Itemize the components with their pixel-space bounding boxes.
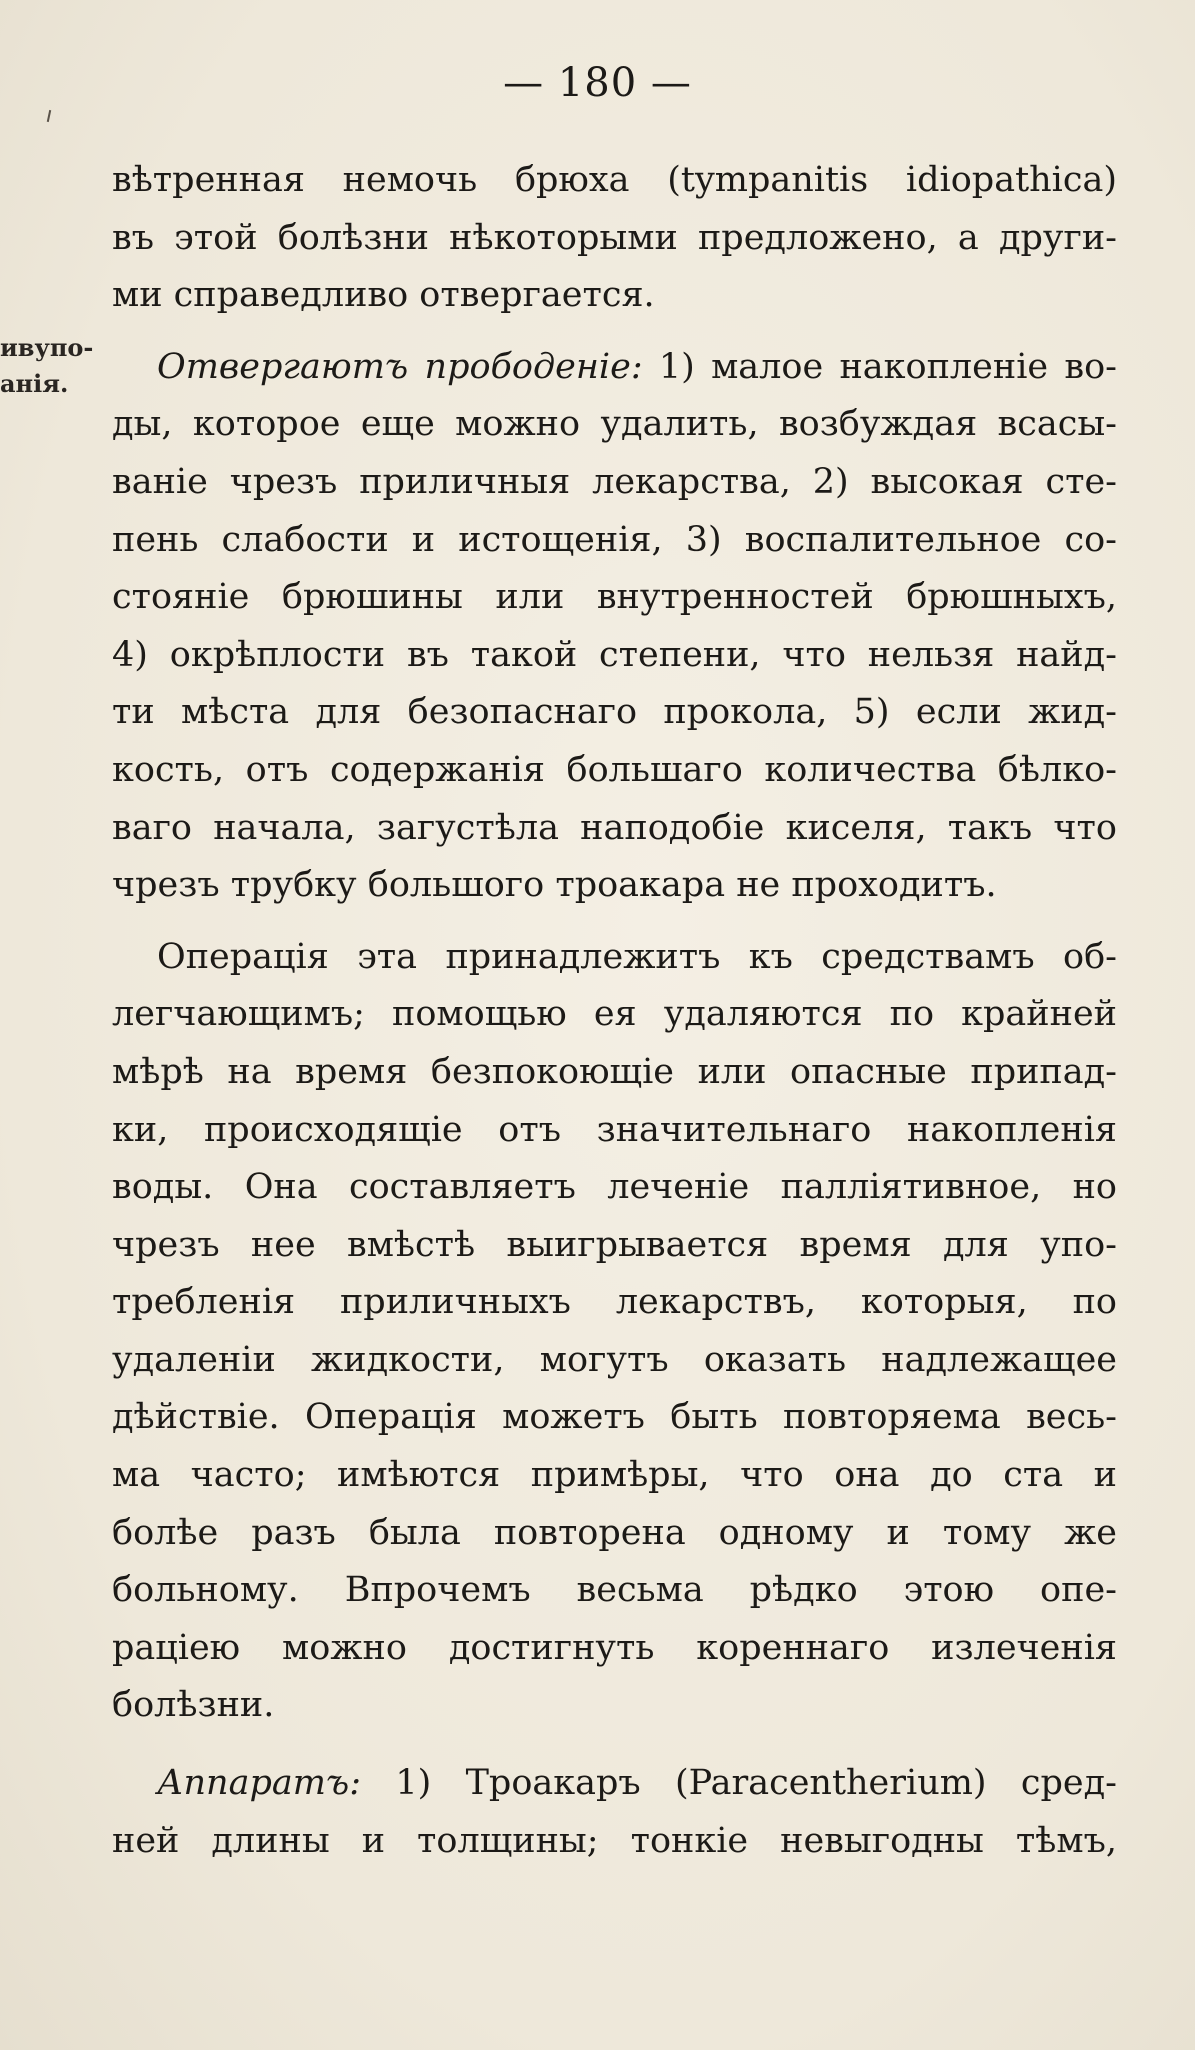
text-line [112,339,1117,397]
text-line: ды, которое еще можно удалить, возбуждая всасы- [112,404,1117,445]
text-line: больному. Впрочемъ весьма рѣдко этою опе- [112,1570,1117,1611]
text-line: ма часто; имѣются примѣры, что она до ста и [112,1455,1117,1496]
text-line: ваго начала, загустѣла наподобіе киселя, такъ что [112,807,1117,848]
italic-lead: Отвергаютъ прободеніе: [157,346,643,387]
text-line: вѣтренная немочь брюха (tympanitis idiopathica) [112,160,1117,200]
body-text [112,152,1117,1870]
margin-note [0,330,94,402]
text-line: ти мѣста для безопаснаго прокола, 5) если жид- [112,692,1117,733]
text-line: кость, отъ содержанія большаго количества бѣлко- [112,749,1117,790]
paragraph [112,339,1117,915]
paragraph [112,152,1117,325]
text-line: стояніе брюшины или внутренностей брюшныхъ, [112,577,1117,618]
text-line: чрезъ нее вмѣстѣ выигрывается время для упо- [112,1224,1117,1265]
ink-mark [47,110,51,122]
text-line: Операція эта принадлежитъ къ средствамъ об- [157,936,1117,977]
text-line: раціею можно достигнуть кореннаго излеченія [112,1627,1117,1668]
page-number: — 180 — [503,60,692,106]
text-line: чрезъ трубку большого троакара не проходитъ. [112,865,997,906]
text-line: 4) окрѣплости въ такой степени, что нельзя найд- [112,634,1117,675]
text-line: дѣйствіе. Операція можетъ быть повторяема весь- [112,1397,1117,1438]
text-run: 1) малое накопленіе во- [642,346,1117,387]
text-line: удаленіи жидкости, могутъ оказать надлежащее [112,1339,1117,1380]
text-line: требленія приличныхъ лекарствъ, которыя, по [112,1282,1117,1323]
text-line: въ этой болѣзни нѣкоторыми предложено, а други- [112,217,1117,258]
margin-note-line: ивупо- [0,333,94,362]
text-line: воды. Она составляетъ леченіе палліятивное, но [112,1167,1117,1208]
italic-lead: Аппаратъ: [157,1763,362,1804]
text-run: 1) Троакаръ (Paracentherium) сред- [361,1763,1117,1804]
margin-note-line: анія. [0,369,69,398]
text-line: пень слабости и истощенія, 3) воспалительное со- [112,519,1117,560]
text-line: ваніе чрезъ приличныя лекарства, 2) высокая сте- [112,461,1117,502]
text-line: ней длины и толщины; тонкіе невыгодны тѣмъ, [112,1820,1117,1861]
text-line: ки, происходящіе отъ значительнаго накопленія [112,1109,1117,1150]
text-line [112,1755,1117,1813]
paragraph [112,1755,1117,1870]
text-line: ми справедливо отвергается. [112,275,655,316]
paragraph [112,929,1117,1735]
text-line: легчающимъ; помощью ея удаляются по крайней [112,994,1117,1035]
text-line: болѣе разъ была повторена одному и тому же [112,1512,1117,1553]
text-line: болѣзни. [112,1685,275,1726]
text-line: мѣрѣ на время безпокоющіе или опасные припад- [112,1051,1117,1092]
